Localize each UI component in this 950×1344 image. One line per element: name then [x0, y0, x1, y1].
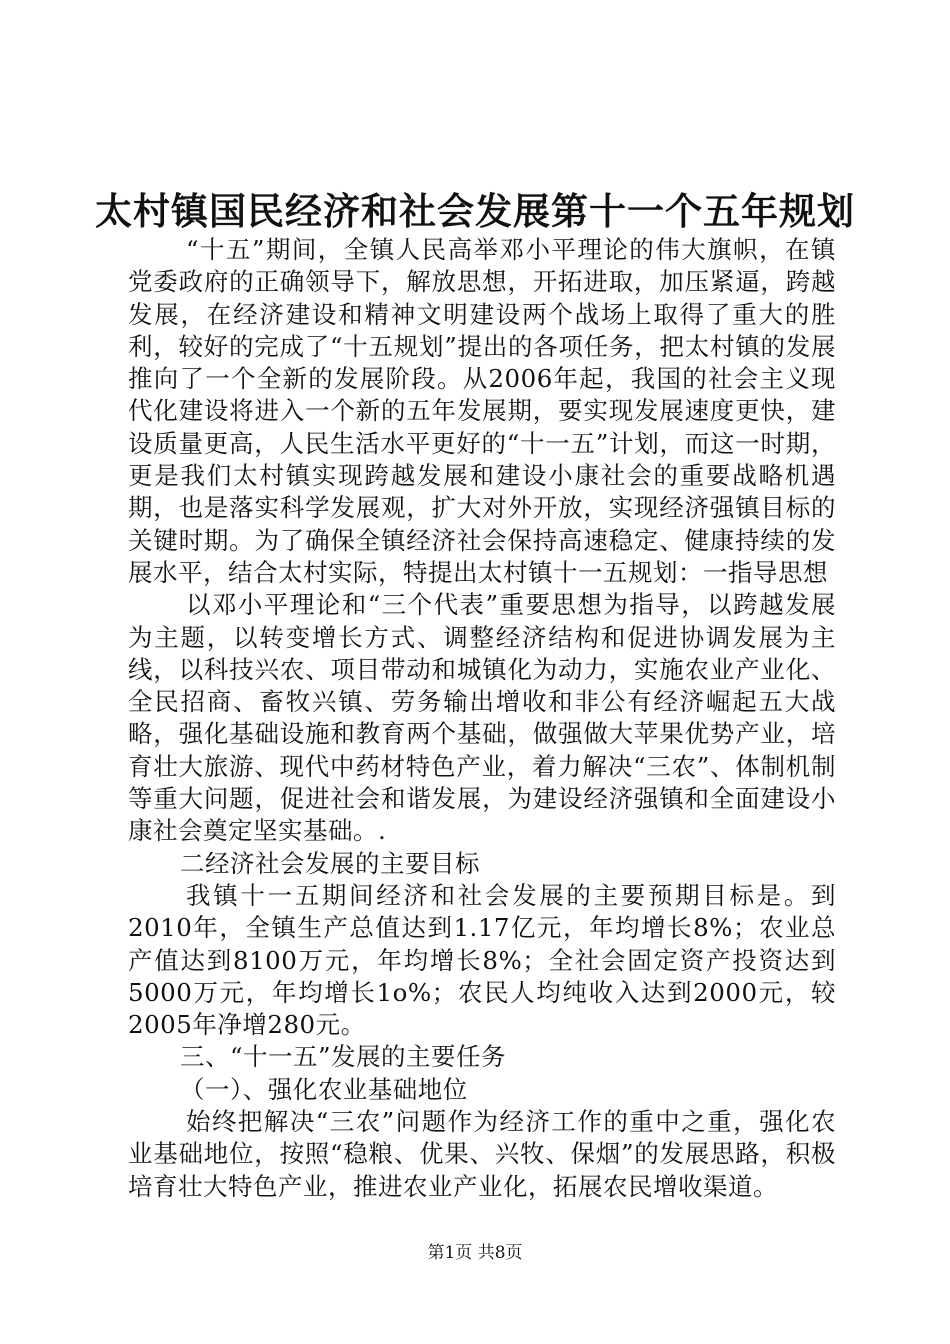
document-title: 太村镇国民经济和社会发展第十一个五年规划: [95, 189, 855, 233]
subsection-heading-agriculture: （一）、强化农业基础地位: [180, 1074, 468, 1104]
page-footer: 第1页 共8页: [427, 1243, 523, 1263]
document-body: [128, 234, 836, 1203]
section-heading-goals: 二经济社会发展的主要目标: [180, 848, 480, 878]
paragraph-guiding-thought: 以邓小平理论和“三个代表”重要思想为指导，以跨越发展为主题，以转变增长方式、调整经济结构和促进协调发展为主线，以科技兴农、项目带动和城镇化为动力，实施农业产业化、全民招商、畜牧兴镇、劳务输出增收和非公有经济崛起五大战略，强化基础设施和教育两个基础，做强做大苹果优势产业，培育壮大旅游、现代中药材特色产业，着力解决“三农”、体制机制等重大问题，促进社会和谐发展，为建设经济强镇和全面建设小康社会奠定坚实基础。.: [128, 590, 836, 846]
paragraph-agriculture: 始终把解决“三农”问题作为经济工作的重中之重，强化农业基础地位，按照“稳粮、优果、兴牧、保烟”的发展思路，积极培育壮大特色产业，推进农业产业化，拓展农民增收渠道。: [128, 1107, 836, 1201]
paragraph-goals: 我镇十一五期间经济和社会发展的主要预期目标是。到2010年，全镇生产总值达到1.17亿元，年均增长8%；农业总产值达到8100万元，年均增长8%；全社会固定资产投资达到5000万元，年均增长1o%；农民人均纯收入达到2000元，较2005年净增280元。: [128, 880, 836, 1040]
paragraph-intro: “十五”期间，全镇人民高举邓小平理论的伟大旗帜，在镇党委政府的正确领导下，解放思想，开拓进取，加压紧逼，跨越发展，在经济建设和精神文明建设两个战场上取得了重大的胜利，较好的完成了“十五规划”提出的各项任务，把太村镇的发展推向了一个全新的发展阶段。从2006年起，我国的社会主义现代化建设将进入一个新的五年发展期，要实现发展速度更快，建设质量更高，人民生活水平更好的“十一五”计划，而这一时期，更是我们太村镇实现跨越发展和建设小康社会的重要战略机遇期，也是落实科学发展观，扩大对外开放，实现经济强镇目标的关键时期。为了确保全镇经济社会保持高速稳定、健康持续的发展水平，结合太村实际，特提出太村镇十一五规划：一指导思想: [128, 235, 836, 587]
section-heading-tasks: 三、“十一五”发展的主要任务: [180, 1042, 507, 1072]
